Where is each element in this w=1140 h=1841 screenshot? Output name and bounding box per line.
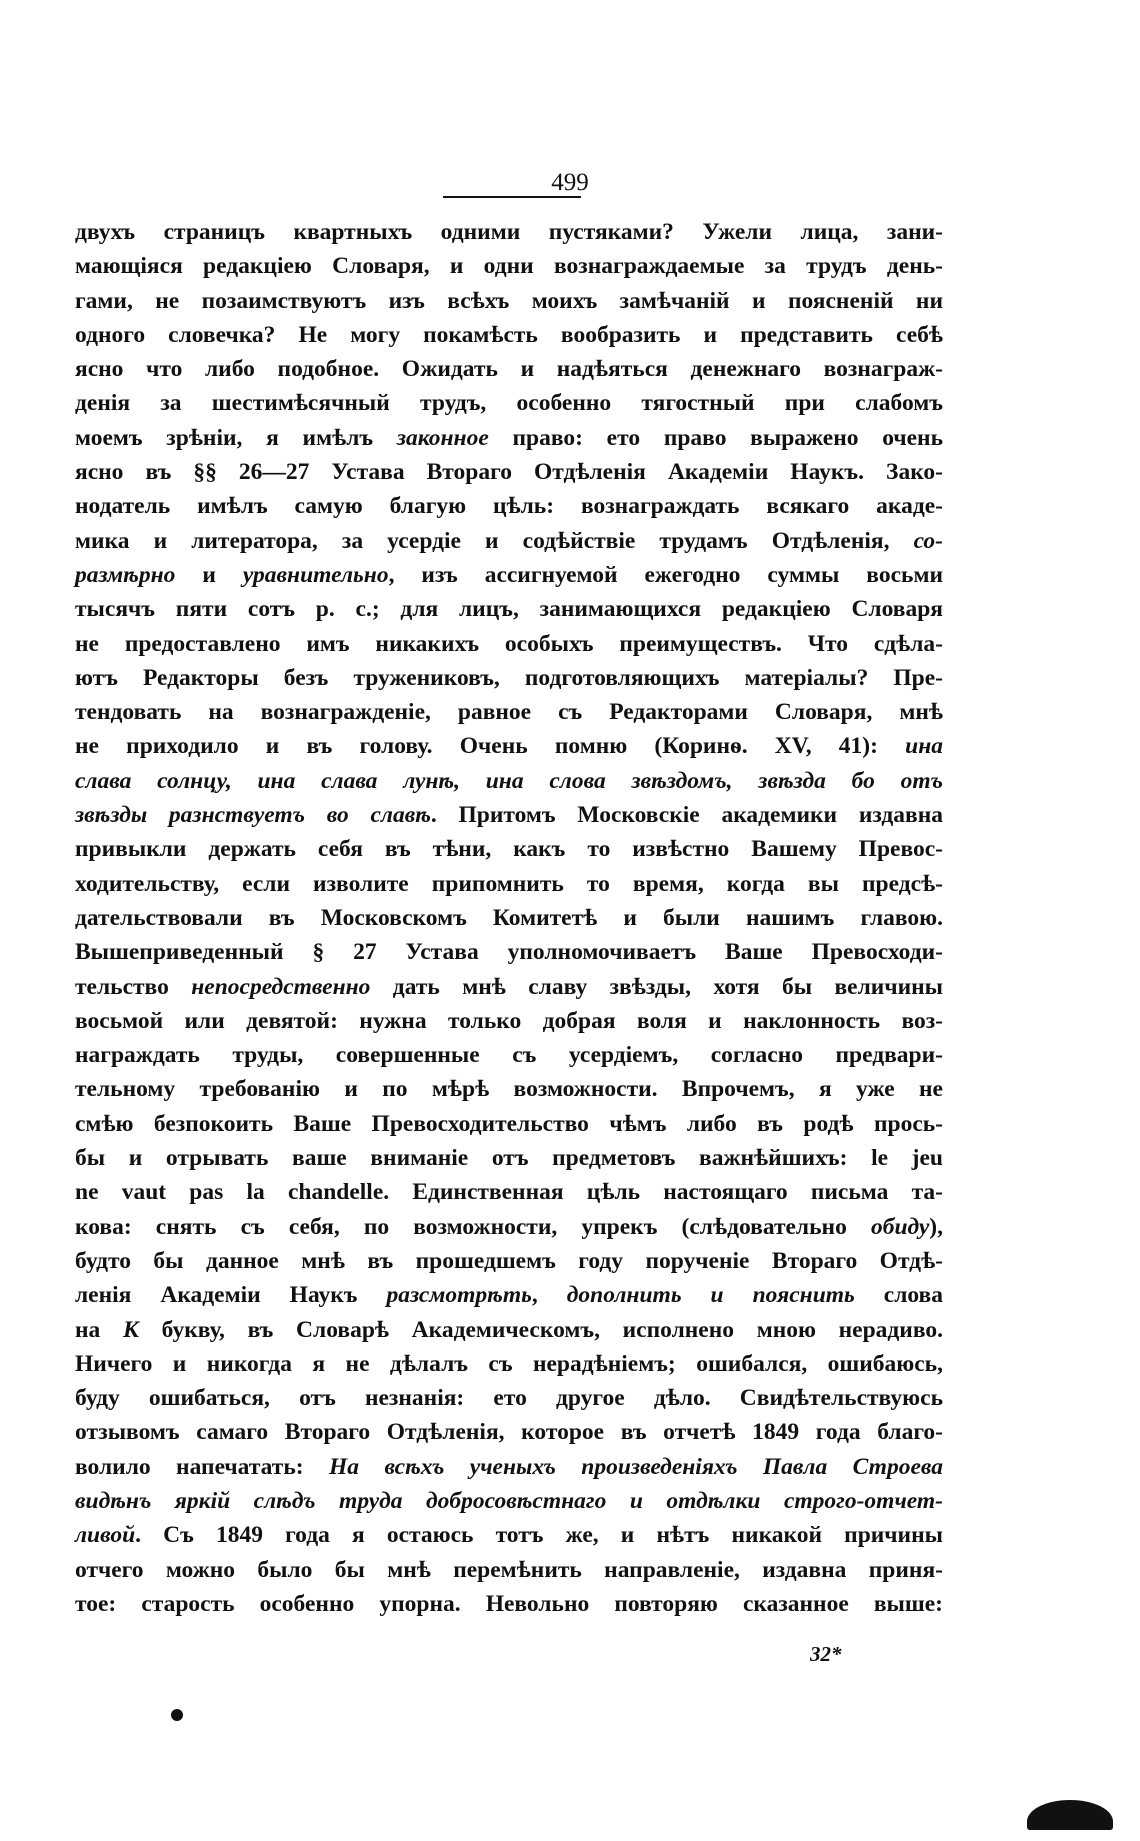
text-line <box>75 970 943 1004</box>
italic-segment: слава солнцу, ина слава лунѣ, ина слова звѣздомъ, звѣзда бо отъ <box>75 767 943 794</box>
text-segment: буду ошибаться, отъ незнанія: ето другое дѣло. Свидѣтельствуюсь <box>75 1385 943 1412</box>
text-line <box>75 489 943 523</box>
text-line <box>75 1484 943 1518</box>
text-segment: ленія Академіи Наукъ <box>75 1282 387 1309</box>
text-line <box>75 764 943 798</box>
text-segment: ne vaut pas la chandelle. Единственная цѣль настоящаго письма та- <box>75 1179 943 1206</box>
text-line <box>75 1347 943 1381</box>
text-line <box>75 1587 943 1621</box>
text-segment: двухъ страницъ квартныхъ одними пустяками? Ужели лица, зани- <box>75 219 943 245</box>
italic-segment: разсмотрѣть <box>386 1282 532 1309</box>
text-segment: нодатель имѣлъ самую благую цѣль: вознаграждать всякаго акаде- <box>75 493 943 520</box>
text-segment: будто бы данное мнѣ въ прошедшемъ году порученіе Втораго Отдѣ- <box>75 1247 943 1274</box>
text-segment: ясно въ §§ 26—27 Устава Втораго Отдѣленія Академіи Наукъ. Зако- <box>75 459 943 486</box>
text-segment: слова <box>854 1282 943 1309</box>
text-line <box>75 1141 943 1175</box>
text-line <box>75 215 943 249</box>
text-line <box>75 421 943 455</box>
italic-segment: видѣнъ яркій слѣдъ труда добросовѣстнаго и отдѣлки строго-отчет- <box>75 1487 943 1514</box>
text-segment: восьмой или девятой: нужна только добрая воля и наклонность воз- <box>75 1007 943 1034</box>
italic-segment: ина <box>905 733 943 760</box>
text-segment: ясно что либо подобное. Ожидать и надѣяться денежнаго вознаграж- <box>75 356 943 383</box>
text-segment: мика и литератора, за усердіе и содѣйствіе трудамъ Отдѣленія, <box>75 527 914 554</box>
page-number: 499 <box>551 169 589 196</box>
text-line <box>75 1278 943 1312</box>
text-line <box>75 1004 943 1038</box>
text-line <box>75 1210 943 1244</box>
text-line <box>75 558 943 592</box>
text-line <box>75 1107 943 1141</box>
text-line <box>75 318 943 352</box>
body-text <box>75 215 943 1621</box>
text-segment: ), <box>929 1213 943 1240</box>
text-line <box>75 1175 943 1209</box>
text-segment: кова: снять съ себя, по возможности, упрекъ (слѣдовательно <box>75 1213 871 1240</box>
text-line <box>75 455 943 489</box>
text-segment: награждать труды, совершенные съ усердіемъ, согласно предвари- <box>75 1042 943 1069</box>
text-segment: . Притомъ Московскіе академики издавна <box>430 802 943 829</box>
header-rule <box>443 196 581 198</box>
italic-segment: размѣрно <box>75 561 176 588</box>
text-line <box>75 1038 943 1072</box>
text-segment: букву, въ Словарѣ Академическомъ, исполнено мною нерадиво. <box>138 1316 943 1343</box>
text-line <box>75 352 943 386</box>
text-segment: , изъ ассигнуемой ежегодно суммы восьми <box>388 561 943 588</box>
text-segment: тельному требованію и по мѣрѣ возможности. Впрочемъ, я уже не <box>75 1076 943 1103</box>
italic-segment: На всѣхъ ученыхъ произведеніяхъ Павла Строева <box>329 1453 943 1480</box>
text-segment: бы и отрывать ваше вниманіе отъ предметовъ важнѣйшихъ: le jeu <box>75 1145 943 1172</box>
text-segment: Вышеприведенный § 27 Устава уполномочиваетъ Ваше Превосходи- <box>75 939 943 966</box>
text-segment: и <box>175 561 243 588</box>
italic-segment: К <box>122 1316 139 1343</box>
text-line <box>75 935 943 969</box>
text-line <box>75 1072 943 1106</box>
text-line <box>75 901 943 935</box>
signature-mark: 32* <box>810 1642 842 1666</box>
scan-smudge <box>1027 1800 1113 1830</box>
text-segment: . Съ 1849 года я остаюсь тотъ же, и нѣтъ никакой причины <box>135 1522 943 1549</box>
text-line <box>75 798 943 832</box>
text-segment: одного словечка? Не могу покамѣсть вообразить и представить себѣ <box>75 321 943 348</box>
text-segment: тое: старость особенно упорна. Невольно повторяю сказанное выше: <box>75 1590 943 1617</box>
text-line <box>75 592 943 626</box>
text-line <box>75 867 943 901</box>
text-line <box>75 832 943 866</box>
text-segment: дать мнѣ славу звѣзды, хотя бы величины <box>370 973 944 1000</box>
text-segment: дательствовали въ Московскомъ Комитетѣ и были нашимъ главою. <box>75 904 943 931</box>
text-segment: смѣю безпокоить Ваше Превосходительство чѣмъ либо въ родѣ прось- <box>75 1110 943 1137</box>
text-segment: тендовать на вознагражденіе, равное съ Редакторами Словаря, мнѣ <box>75 699 943 726</box>
italic-segment: уравнительно <box>242 561 389 588</box>
text-segment: на <box>75 1316 123 1343</box>
text-line <box>75 1381 943 1415</box>
text-segment: моемъ зрѣніи, я имѣлъ <box>75 424 397 451</box>
text-segment: отчего можно было бы мнѣ перемѣнить направленіе, издавна приня- <box>75 1556 943 1583</box>
italic-segment: дополнить и пояснить <box>566 1282 855 1309</box>
text-line <box>75 249 943 283</box>
text-line <box>75 1450 943 1484</box>
text-line <box>75 627 943 661</box>
italic-segment: со- <box>913 527 943 554</box>
text-line <box>75 1518 943 1552</box>
text-line <box>75 661 943 695</box>
text-segment: привыкли держать себя въ тѣни, какъ то извѣстно Вашему Превос- <box>75 836 943 863</box>
text-segment: право: ето право выражено очень <box>488 424 943 451</box>
italic-segment: звѣзды разнствуетъ во славѣ <box>75 802 431 829</box>
text-line <box>75 695 943 729</box>
italic-segment: законное <box>396 424 489 451</box>
text-segment: не предоставлено имъ никакихъ особыхъ преимуществъ. Что сдѣла- <box>75 630 943 657</box>
text-segment: не приходило и въ голову. Очень помню (Коринѳ. XV, 41): <box>75 733 906 760</box>
italic-segment: обиду <box>870 1213 930 1240</box>
text-segment: тысячъ пяти сотъ р. с.; для лицъ, занимающихся редакціею Словаря <box>75 596 943 623</box>
text-segment: , <box>531 1282 567 1309</box>
text-line <box>75 1415 943 1449</box>
text-line <box>75 1244 943 1278</box>
italic-segment: непосредственно <box>191 973 371 1000</box>
text-line <box>75 284 943 318</box>
text-segment: Ничего и никогда я не дѣлалъ съ нерадѣніемъ; ошибался, ошибаюсь, <box>75 1350 943 1377</box>
text-segment: тельство <box>75 973 192 1000</box>
text-segment: ютъ Редакторы безъ тружениковъ, подготовляющихъ матеріалы? Пре- <box>75 664 943 691</box>
text-line <box>75 729 943 763</box>
text-segment: мающіяся редакціею Словаря, и одни вознаграждаемые за трудъ день- <box>75 253 943 280</box>
italic-segment: ливой <box>75 1522 136 1549</box>
text-line <box>75 1313 943 1347</box>
ink-dot <box>171 1709 183 1721</box>
text-segment: гами, не позаимствуютъ изъ всѣхъ моихъ замѣчаній и поясненій ни <box>75 287 943 314</box>
text-line <box>75 1553 943 1587</box>
text-line <box>75 524 943 558</box>
text-segment: ходительству, если изволите припомнить то время, когда вы предсѣ- <box>75 870 943 897</box>
text-segment: отзывомъ самаго Втораго Отдѣленія, которое въ отчетѣ 1849 года благо- <box>75 1419 943 1446</box>
text-segment: денія за шестимѣсячный трудъ, особенно тягостный при слабомъ <box>75 390 943 417</box>
text-segment: волило напечатать: <box>75 1453 330 1480</box>
text-line <box>75 386 943 420</box>
